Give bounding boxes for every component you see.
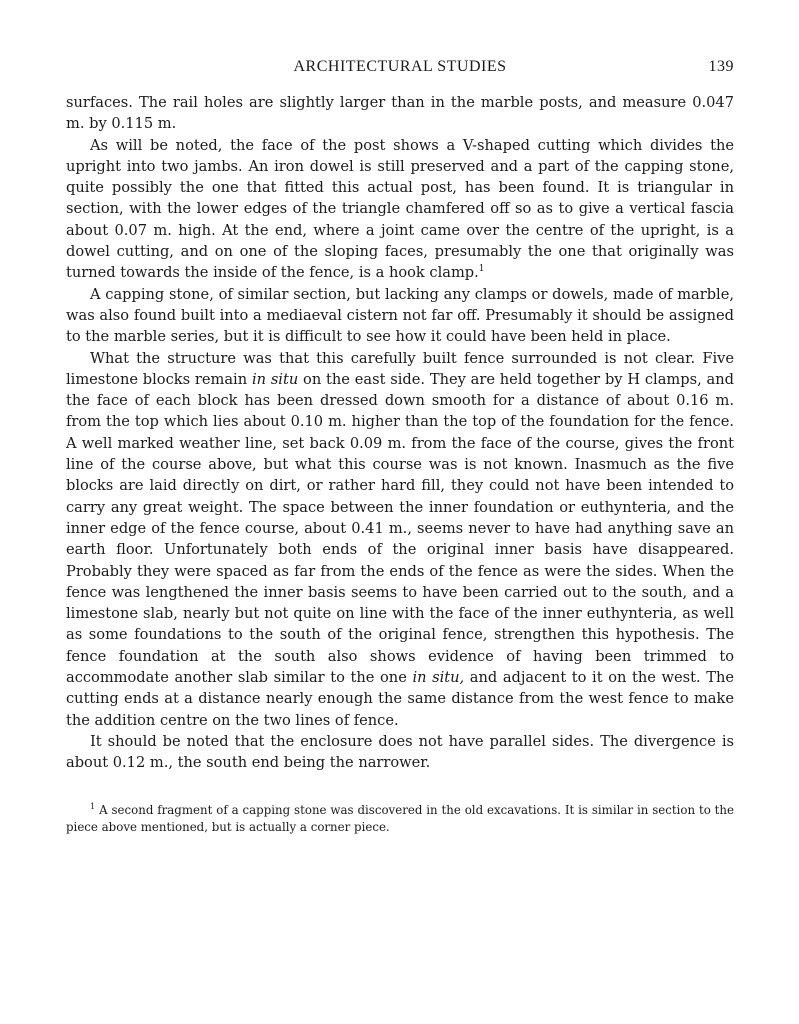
page <box>66 58 734 836</box>
body-text <box>66 92 734 774</box>
italic-in-situ: in situ <box>251 370 299 388</box>
italic-in-situ: in situ, <box>412 669 465 687</box>
page-number: 139 <box>708 58 734 75</box>
footnote <box>66 802 734 836</box>
footnote-reference: 1 <box>478 264 485 275</box>
paragraph-5: It should be noted that the enclosure does not have parallel sides. The divergence is about 0.12 m., the south end being the narrower. <box>66 732 734 772</box>
paragraph-4: What the structure was that this carefully built fence surrounded is not clear. Five limestone blocks remain in situ on the east side. They are held together by H clamps, and the face of each block has been dressed down smooth for a distance of about 0.16 m. from the top which lies about 0.10 m. higher than the top of the foundation for the fence. A well marked weather line, set back 0.09 m. from the face of the course, gives the front line of the course above, but what this course was is not known. Inasmuch as the five blocks are laid directly on dirt, or rather hard fill, they could not have been intended to carry any great weight. The space between the inner foundation or euthynteria, and the inner edge of the fence course, about 0.41 m., seems never to have had anything save an earth floor. Unfortunately both ends of the original inner basis have disappeared. Probably they were spaced as far from the ends of the fence as were the sides. When the fence was lengthened the inner basis seems to have been carried out to the south, and a limestone slab, nearly but not quite on line with the face of the inner euthynteria, as well as some foundations to the south of the original fence, strengthen this hypothesis. The fence foundation at the south also shows evidence of having been trimmed to accommodate another slab similar to the one in situ, and adjacent to it on the west. The cutting ends at a distance nearly enough the same distance from the west fence to make the addition centre on the two lines of fence. <box>66 349 734 729</box>
footnote-marker: 1 <box>90 801 96 811</box>
paragraph-3: A capping stone, of similar section, but lacking any clamps or dowels, made of marble, was also found built into a mediaeval cistern not far off. Presumably it should be assigned to the marble series, but it is difficult to see how it could have been held in place. <box>66 285 734 346</box>
running-head <box>66 58 734 82</box>
paragraph-2: As will be noted, the face of the post shows a V-shaped cutting which divides the upright into two jambs. An iron dowel is still preserved and a part of the capping stone, quite possibly the one that fitted this actual post, has been found. It is triangular in section, with the lower edges of the triangle chamfered off so as to give a vertical fascia about 0.07 m. high. At the end, where a joint came over the centre of the upright, is a dowel cutting, and on one of the sloping faces, presumably the one that originally was turned towards the inside of the fence, is a hook clamp.$^1$ <box>66 136 734 282</box>
footnote-text: A second fragment of a capping stone was discovered in the old excavations. It is similar in section to the piece above mentioned, but is actually a corner piece. <box>66 802 734 834</box>
running-title: ARCHITECTURAL STUDIES <box>293 58 507 75</box>
paragraph-1: surfaces. The rail holes are slightly larger than in the marble posts, and measure 0.047 m. by 0.115 m. <box>66 94 734 133</box>
